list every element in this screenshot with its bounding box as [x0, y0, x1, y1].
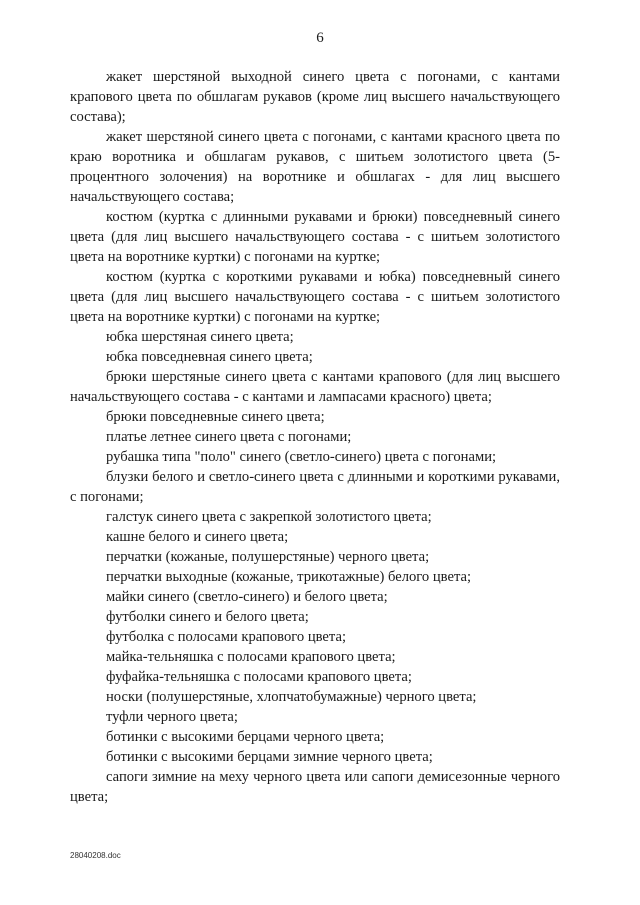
- paragraph: ботинки с высокими берцами зимние черного цвета;: [106, 749, 433, 765]
- footer-filename: 28040208.doc: [70, 851, 121, 860]
- paragraph: платье летнее синего цвета с погонами;: [106, 429, 352, 445]
- paragraph: юбка шерстяная синего цвета;: [106, 329, 294, 345]
- paragraph: майки синего (светло-синего) и белого цвета;: [106, 589, 388, 605]
- paragraph: юбка повседневная синего цвета;: [106, 349, 313, 365]
- paragraph: костюм (куртка с длинными рукавами и брюки) повседневный синего цвета (для лиц высшего начальствующего состава - с шитьем золотистого цвета на воротнике куртки) с погонами на куртке;: [70, 209, 560, 265]
- paragraph: сапоги зимние на меху черного цвета или сапоги демисезонные черного цвета;: [70, 769, 560, 805]
- paragraph: перчатки выходные (кожаные, трикотажные) белого цвета;: [106, 569, 472, 585]
- paragraph: фуфайка-тельняшка с полосами крапового цвета;: [106, 669, 412, 685]
- paragraph: ботинки с высокими берцами черного цвета;: [106, 729, 385, 745]
- paragraph: костюм (куртка с короткими рукавами и юбка) повседневный синего цвета (для лиц высшего начальствующего состава - с шитьем золотистого цвета на воротнике куртки) с погонами на куртке;: [70, 269, 560, 325]
- paragraph: брюки повседневные синего цвета;: [106, 409, 325, 425]
- paragraph: носки (полушерстяные, хлопчатобумажные) черного цвета;: [106, 689, 477, 705]
- paragraph: брюки шерстяные синего цвета с кантами крапового (для лиц высшего начальствующего состава - с кантами и лампасами красного) цвета;: [70, 369, 560, 405]
- paragraph: перчатки (кожаные, полушерстяные) черного цвета;: [106, 549, 430, 565]
- paragraph: рубашка типа "поло" синего (светло-синего) цвета с погонами;: [106, 449, 497, 465]
- paragraph: футболка с полосами крапового цвета;: [106, 629, 346, 645]
- paragraph: футболки синего и белого цвета;: [106, 609, 309, 625]
- paragraph: кашне белого и синего цвета;: [106, 529, 289, 545]
- page-number: 6: [316, 30, 324, 46]
- document-body: [70, 67, 560, 807]
- paragraph: жакет шерстяной синего цвета с погонами, с кантами красного цвета по краю воротника и обшлагам рукавов, с шитьем золотистого цвета (5-процентного золочения) на воротнике и обшлагах - для лиц высшего начальствующего состава;: [70, 129, 560, 205]
- paragraph: туфли черного цвета;: [106, 709, 238, 725]
- paragraph: галстук синего цвета с закрепкой золотистого цвета;: [106, 509, 432, 525]
- paragraph: майка-тельняшка с полосами крапового цвета;: [106, 649, 396, 665]
- paragraph: блузки белого и светло-синего цвета с длинными и короткими рукавами, с погонами;: [70, 469, 560, 505]
- paragraph: жакет шерстяной выходной синего цвета с погонами, с кантами крапового цвета по обшлагам рукавов (кроме лиц высшего начальствующего состава);: [70, 69, 560, 125]
